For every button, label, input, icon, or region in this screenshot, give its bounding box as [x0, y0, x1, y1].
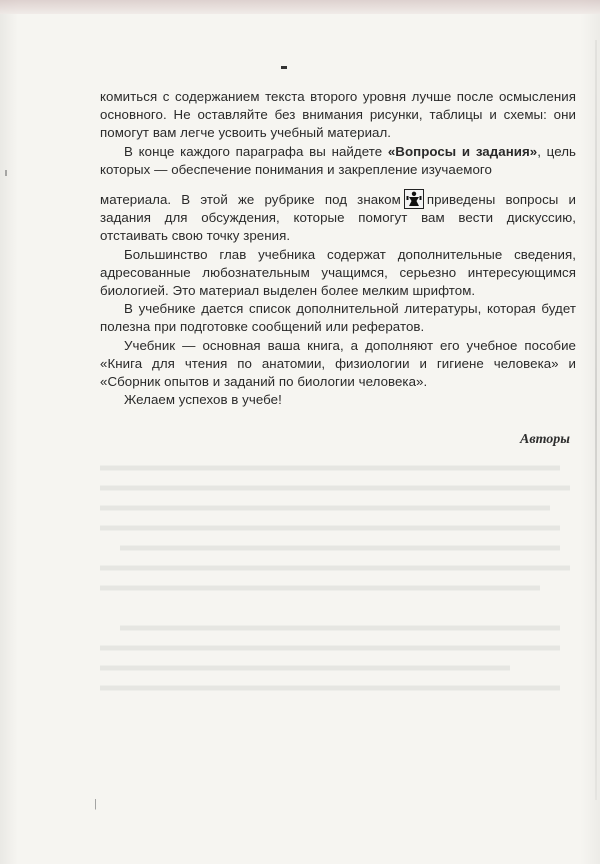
top-edge-stripe: [0, 0, 600, 14]
paragraph-7: Желаем успехов в учебе!: [124, 392, 282, 408]
paragraph-1: комиться с содержанием текста второго уровня лучше после осмысления основного. Не оставляйте без внимания рисунки, таблицы и схемы: они помогут вам легче усвоить учебный материал.: [100, 89, 576, 141]
paragraph-3-start: материала. В этой же рубрике под знаком: [100, 192, 401, 208]
scan-mark-bottom: |: [94, 798, 97, 810]
paragraph-3: [100, 189, 576, 246]
paragraph-2: [100, 143, 576, 179]
paragraph-4: Большинство глав учебника содержат дополнительные сведения, адресованные любознательным учащимся, серьезно интересующимся биологией. Это материал выделен более мелким шрифтом.: [100, 246, 576, 299]
paragraph-5: В учебнике дается список дополнительной литературы, которая будет полезна при подготовке сообщений или рефератов.: [100, 301, 576, 335]
scan-speck: [5, 170, 7, 176]
paragraph-3-end: приведены вопросы и задания для обсуждения, которые помогут вам вести дискуссию, отстаивать свою точку зрения.: [100, 192, 576, 244]
page-mark: [281, 66, 287, 69]
page-edge-shadow: [595, 40, 597, 800]
bleed-through-text: [90, 458, 580, 718]
authors-signature: Авторы: [519, 432, 570, 447]
paragraph-2-end: , цель которых — обеспечение понимания и закрепление изучаемого: [100, 143, 576, 177]
paragraph-2-start: В конце каждого параграфа вы найдете: [124, 143, 388, 159]
questions-rubric: «Вопросы и задания»: [387, 143, 538, 159]
discussion-icon: [404, 189, 424, 209]
paragraph-6: Учебник — основная ваша книга, а дополняют его учебное пособие «Книга для чтения по анатомии, физиологии и гигиене человека» и «Сборник опытов и заданий по биологии человека».: [100, 337, 576, 390]
body-text: [100, 88, 576, 409]
